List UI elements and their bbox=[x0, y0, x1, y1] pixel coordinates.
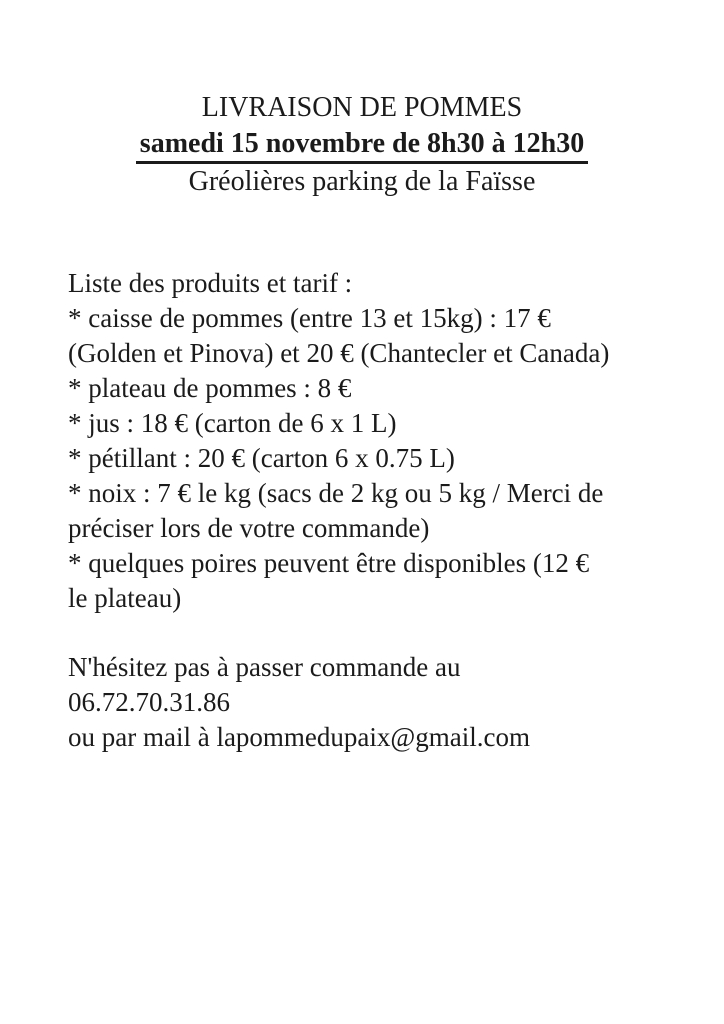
product-list bbox=[0, 266, 724, 616]
contact-block bbox=[0, 650, 724, 755]
date-row bbox=[0, 126, 724, 164]
contact-intro-line: N'hésitez pas à passer commande au bbox=[68, 652, 461, 682]
flyer-header bbox=[0, 0, 724, 200]
product-line-caisse-wrap: (Golden et Pinova) et 20 € (Chantecler et Canada) bbox=[68, 338, 610, 368]
date-line: samedi 15 novembre de 8h30 à 12h30 bbox=[136, 128, 588, 164]
product-line-poires-wrap: le plateau) bbox=[68, 583, 182, 613]
product-line-caisse: * caisse de pommes (entre 13 et 15kg) : 17 € bbox=[68, 303, 551, 333]
product-line-noix: * noix : 7 € le kg (sacs de 2 kg ou 5 kg / Merci de bbox=[68, 478, 604, 508]
page-title: LIVRAISON DE POMMES bbox=[201, 92, 523, 123]
product-list-intro: Liste des produits et tarif : bbox=[68, 268, 353, 298]
product-line-petillant: * pétillant : 20 € (carton 6 x 0.75 L) bbox=[68, 443, 455, 473]
product-line-jus: * jus : 18 € (carton de 6 x 1 L) bbox=[68, 408, 397, 438]
product-line-plateau: * plateau de pommes : 8 € bbox=[68, 373, 352, 403]
product-line-noix-wrap: préciser lors de votre commande) bbox=[68, 513, 430, 543]
contact-email-line: ou par mail à lapommedupaix@gmail.com bbox=[68, 722, 530, 752]
contact-phone: 06.72.70.31.86 bbox=[68, 687, 230, 717]
product-line-poires: * quelques poires peuvent être disponibles (12 € bbox=[68, 548, 590, 578]
location-line: Gréolières parking de la Faïsse bbox=[188, 166, 536, 197]
